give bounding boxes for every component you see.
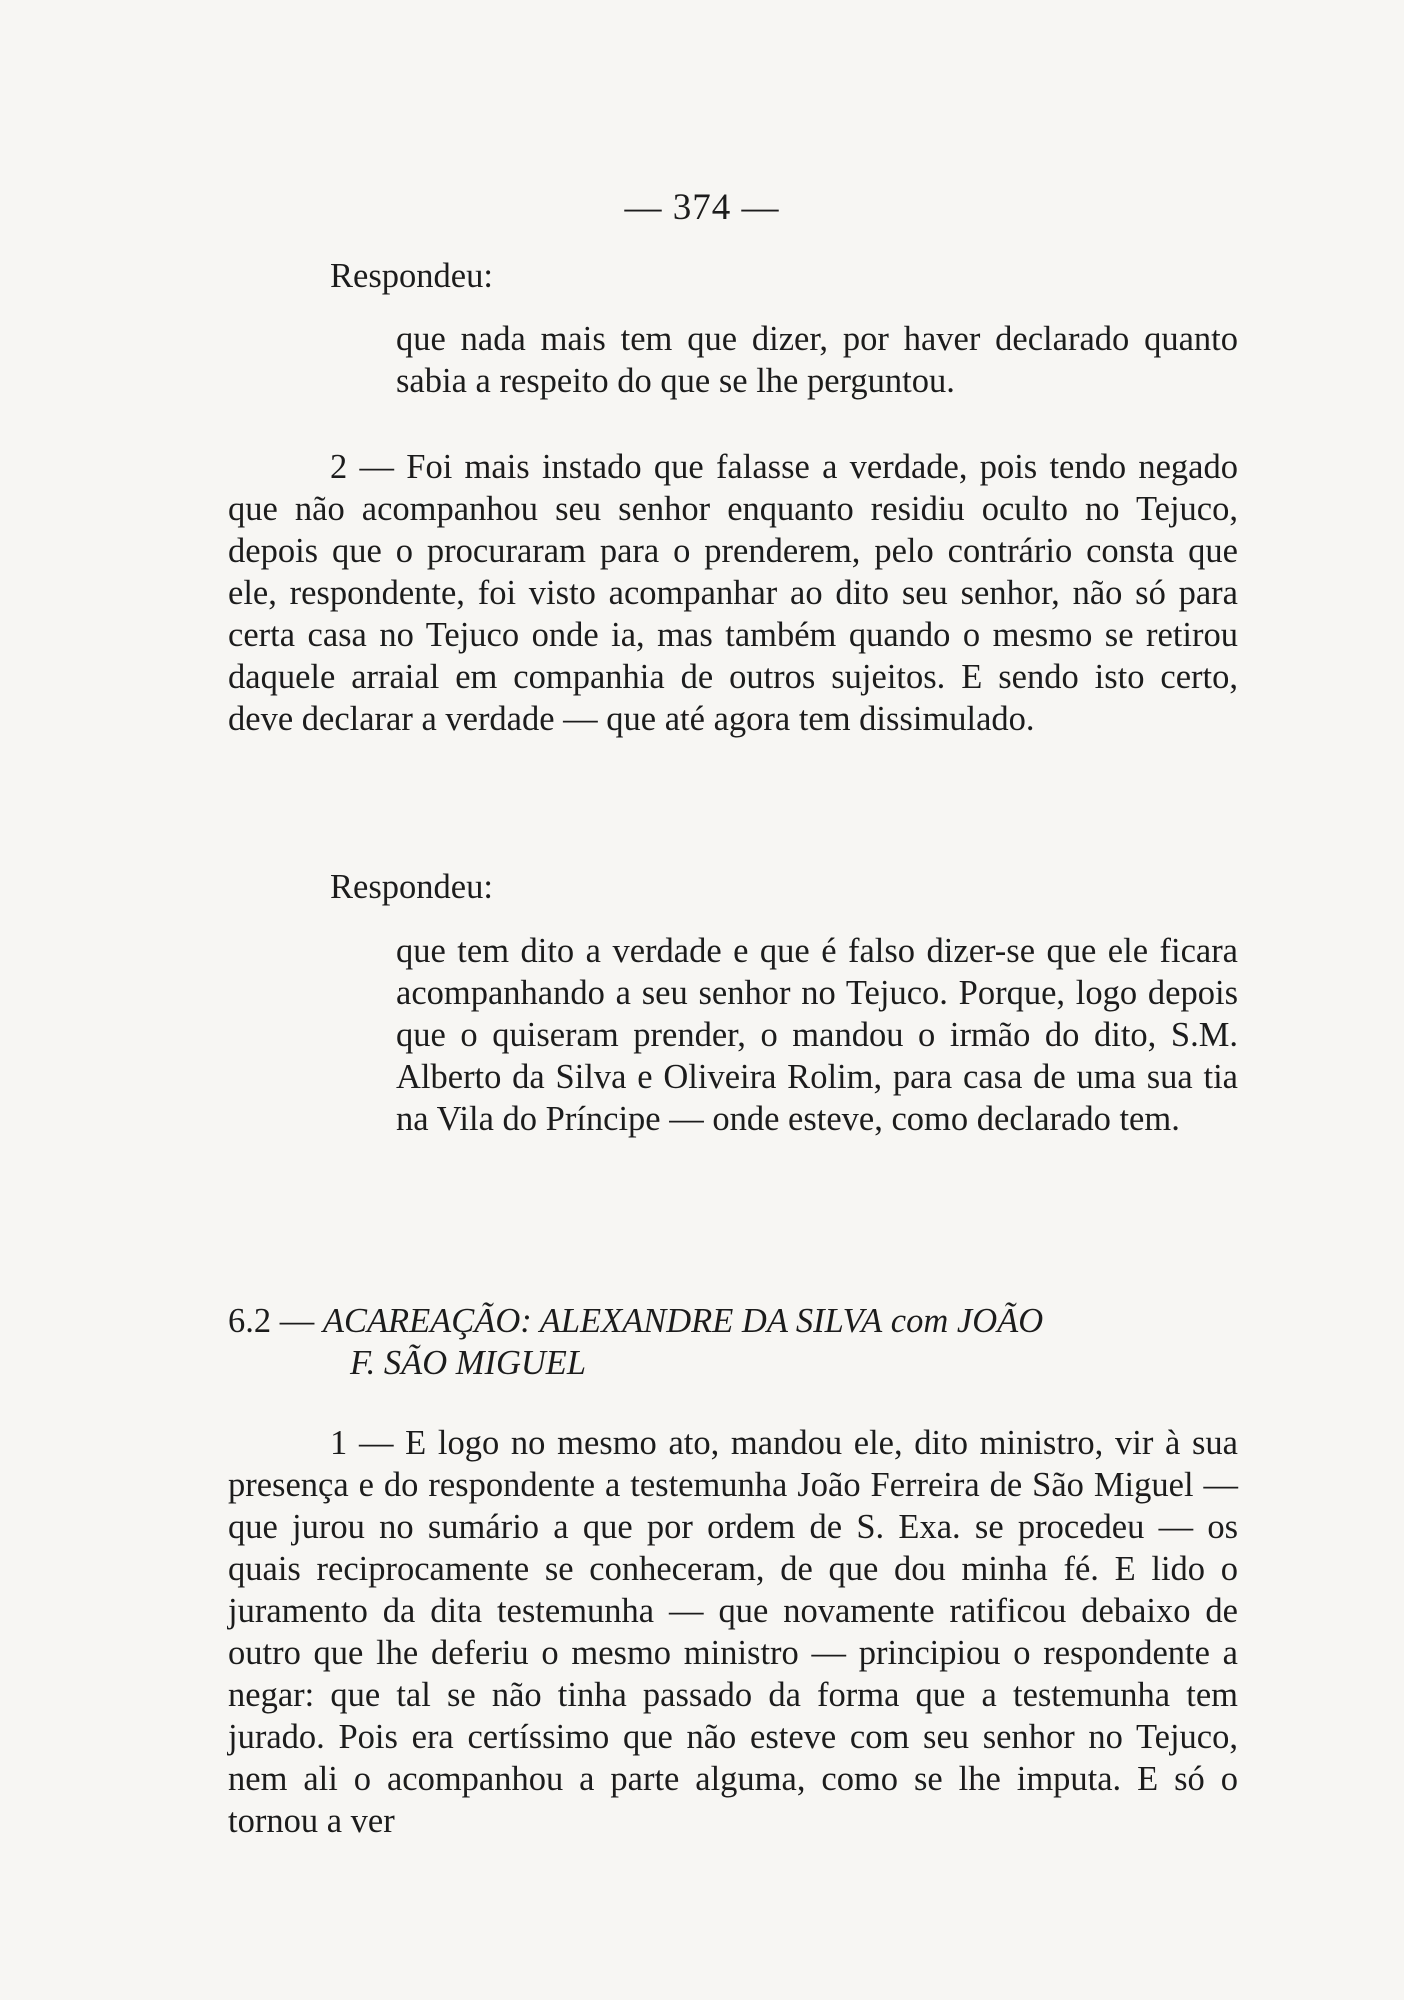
question-paragraph-2: 2 — Foi mais instado que falasse a verdade, pois tendo negado que não acompanhou seu senhor enquanto residiu oculto no Tejuco, depois que o procuraram para o prenderem, pelo contrário consta que ele, respondente, foi visto acompanhar ao dito seu senhor, não só para certa casa no Tejuco onde ia, mas também quando o mesmo se retirou daquele arraial em companhia de outros sujeitos. E sendo isto certo, deve declarar a verdade — que até agora tem dissimulado. (228, 448, 1238, 738)
answer-paragraph-1: que nada mais tem que dizer, por haver declarado quanto sabia a respeito do que se lhe perguntou. (396, 320, 1238, 400)
page-number: — 374 — (624, 187, 780, 228)
section-title-line1b: com (890, 1302, 949, 1340)
section-title-line1c: JOÃO (956, 1302, 1044, 1340)
section-number: 6.2 — (228, 1302, 315, 1340)
section-title-line2: F. SÃO MIGUEL (350, 1344, 587, 1382)
respondeu-label-1: Respondeu: (330, 257, 493, 295)
section-heading (228, 1300, 1238, 1384)
respondeu-label-2: Respondeu: (330, 868, 493, 906)
section-paragraph-1: 1 — E logo no mesmo ato, mandou ele, dito ministro, vir à sua presença e do respondente a testemunha João Ferreira de São Miguel — que jurou no sumário a que por ordem de S. Exa. se procedeu — os quais reciprocamente se conheceram, de que dou minha fé. E lido o juramento da dita testemunha — que novamente ratificou debaixo de outro que lhe deferiu o mesmo ministro — principiou o respondente a negar: que tal se não tinha passado da forma que a testemunha tem jurado. Pois era certíssimo que não esteve com seu senhor no Tejuco, nem ali o acompanhou a parte alguma, como se lhe imputa. E só o tornou a ver (228, 1424, 1238, 1840)
section-title-line1a: ACAREAÇÃO: ALEXANDRE DA SILVA (322, 1302, 883, 1340)
answer-paragraph-2: que tem dito a verdade e que é falso dizer-se que ele ficara acompanhando a seu senhor no Tejuco. Porque, logo depois que o quiseram prender, o mandou o irmão do dito, S.M. Alberto da Silva e Oliveira Rolim, para casa de uma sua tia na Vila do Príncipe — onde esteve, como declarado tem. (396, 932, 1238, 1138)
